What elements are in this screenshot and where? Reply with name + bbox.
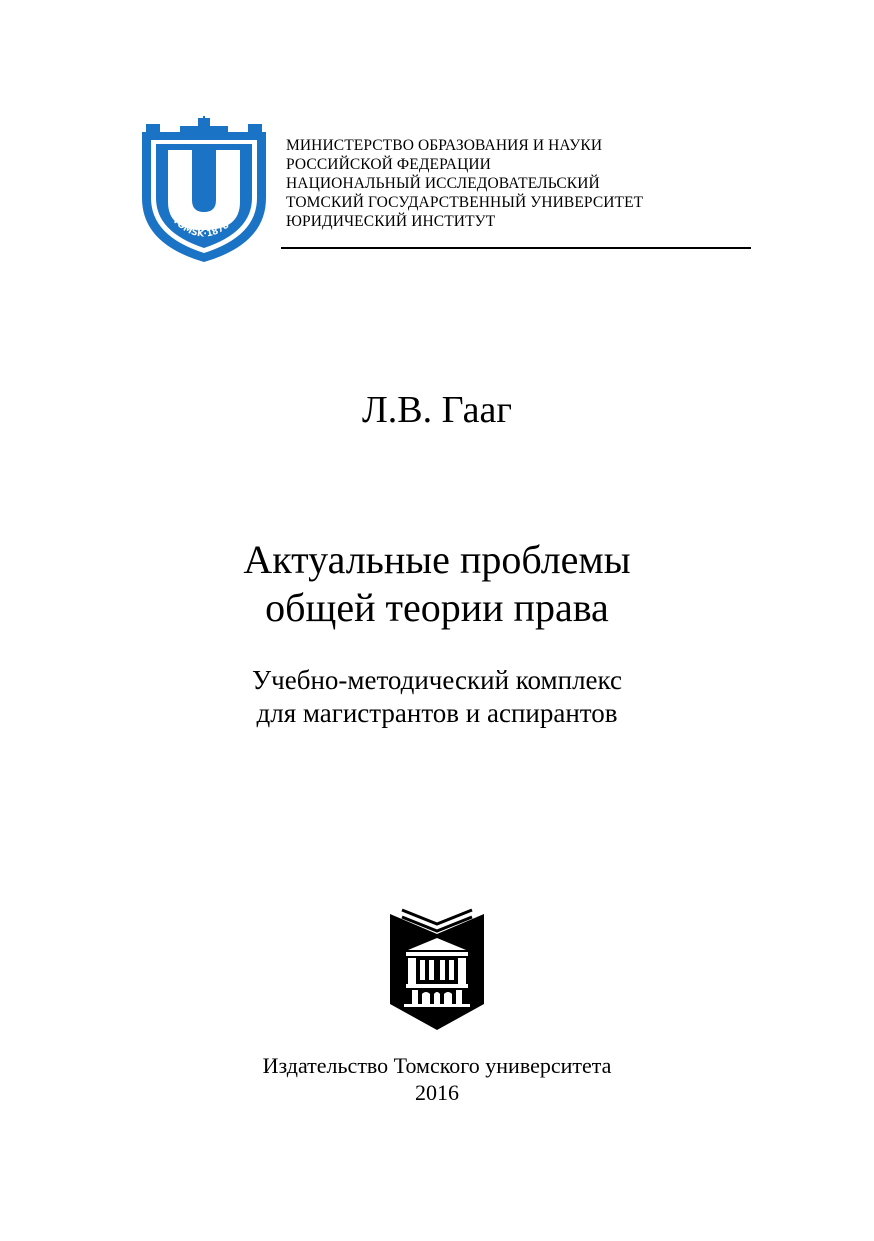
subtitle-line-1: Учебно-методический комплекс — [252, 665, 622, 695]
header-line: НАЦИОНАЛЬНЫЙ ИССЛЕДОВАТЕЛЬСКИЙ — [286, 175, 600, 192]
publisher-building-logo-icon — [388, 908, 486, 1032]
header-line: РОССИЙСКОЙ ФЕДЕРАЦИИ — [286, 156, 491, 173]
book-title — [0, 536, 874, 632]
ministry-header — [286, 136, 643, 231]
author-name: Л.В. Гааг — [362, 389, 512, 431]
publisher-info — [0, 1052, 874, 1106]
header-divider — [281, 247, 751, 249]
header-line: ЮРИДИЧЕСКИЙ ИНСТИТУТ — [286, 213, 496, 230]
publication-year: 2016 — [415, 1080, 459, 1105]
title-line-1: Актуальные проблемы — [243, 537, 631, 582]
header-line: ТОМСКИЙ ГОСУДАРСТВЕННЫЙ УНИВЕРСИТЕТ — [286, 194, 644, 211]
logo-text: TOMSK·1878 — [170, 215, 232, 240]
university-shield-logo-icon — [140, 116, 268, 264]
subtitle-line-2: для магистрантов и аспирантов — [256, 698, 618, 728]
book-subtitle — [0, 664, 874, 730]
publisher-name: Издательство Томского университета — [262, 1053, 612, 1078]
title-line-2: общей теории права — [265, 585, 609, 630]
header-line: МИНИСТЕРСТВО ОБРАЗОВАНИЯ И НАУКИ — [286, 137, 603, 154]
